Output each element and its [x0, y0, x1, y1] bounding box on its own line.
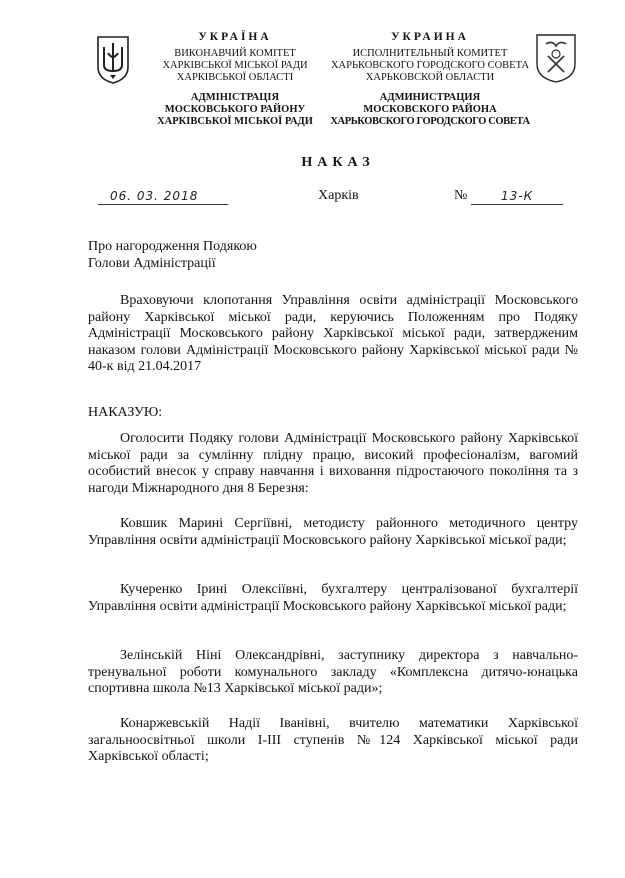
- recipient-paragraph: Конаржевській Надії Іванівні, вчителю математики Харківської загальноосвітньої школи І-ІІІ ступенів №124 Харківської міської ради Харківської області;: [88, 716, 578, 764]
- header-right-org-line: ИСПОЛНИТЕЛЬНЫЙ КОМИТЕТ: [352, 48, 508, 59]
- order-subject: [88, 238, 388, 272]
- header-right-org-line: ХАРЬКОВСКОГО ГОРОДСКОГО СОВЕТА: [330, 60, 530, 71]
- recipient-paragraph: Ковшик Марині Сергіївні, методисту районного методичного центру Управління освіти адміністрації Московського району Харківської міської ради;: [88, 516, 578, 548]
- header-right-admin-line: ХАРЬКОВСКОГО ГОРОДСКОГО СОВЕТА: [330, 116, 530, 127]
- header-right-admin-line: МОСКОВСКОГО РАЙОНА: [363, 104, 497, 115]
- order-date: 06. 03. 2018: [110, 189, 199, 203]
- order-subject-line: Голови Адміністрації: [88, 256, 216, 271]
- kharkiv-coat-of-arms-icon: [534, 32, 578, 84]
- intro-paragraph: Оголосити Подяку голови Адміністрації Московського району Харківської міської ради за сумлінну плідну працю, високий професіоналізм, вагомий особистий внесок у справу навчання і виховання підростаючого покоління та з нагоди Міжнародного дня 8 Березня:: [88, 431, 578, 496]
- order-number-line: [471, 190, 563, 205]
- order-number-sign: №: [454, 188, 468, 203]
- preamble-paragraph: Враховуючи клопотання Управління освіти адміністрації Московського району Харківської міської ради, керуючись Положенням про Подяку Адміністрації Московського району Харківської міської ради, затвердженим наказом голови Адміністрації Московського району Харківської міської ради № 40-к від 21.04.2017: [88, 293, 578, 374]
- order-directive: НАКАЗУЮ:: [88, 405, 163, 420]
- header-left: [140, 31, 330, 128]
- order-city: Харків: [318, 188, 359, 203]
- header-left-country: УКРАЇНА: [198, 31, 272, 43]
- header-right-country: УКРАИНА: [391, 31, 469, 43]
- order-date-line: [98, 190, 228, 205]
- header-left-org-line: ХАРКІВСЬКОЇ ОБЛАСТІ: [176, 72, 294, 83]
- recipient-paragraph: Кучеренко Ірині Олексіївні, бухгалтеру централізованої бухгалтерії Управління освіти адміністрації Московського району Харківської міської ради;: [88, 582, 578, 614]
- order-subject-line: Про нагородження Подякою: [88, 239, 257, 254]
- header-left-admin-line: МОСКОВСЬКОГО РАЙОНУ: [164, 104, 306, 115]
- order-title: НАКАЗ: [301, 155, 375, 170]
- header-left-admin-line: ХАРКІВСЬКОЇ МІСЬКОЇ РАДИ: [157, 116, 313, 127]
- trident-emblem-icon: [96, 35, 130, 85]
- recipient-paragraph: Зелінській Ніні Олександрівні, заступнику директора з навчально-тренувальної роботи комунального закладу «Комплексна дитячо-юнацька спортивна школа №13 Харківської міської ради»;: [88, 648, 578, 696]
- header-right-org-line: ХАРЬКОВСКОЙ ОБЛАСТИ: [365, 72, 495, 83]
- header-left-org-line: ХАРКІВСЬКОЇ МІСЬКОЇ РАДИ: [162, 60, 308, 71]
- header-left-admin-line: АДМІНІСТРАЦІЯ: [190, 92, 280, 103]
- header-right: [330, 31, 530, 128]
- header-left-org-line: ВИКОНАВЧИЙ КОМІТЕТ: [174, 48, 296, 59]
- order-number: 13-К: [501, 189, 534, 203]
- header-right-admin-line: АДМИНИСТРАЦИЯ: [379, 92, 481, 103]
